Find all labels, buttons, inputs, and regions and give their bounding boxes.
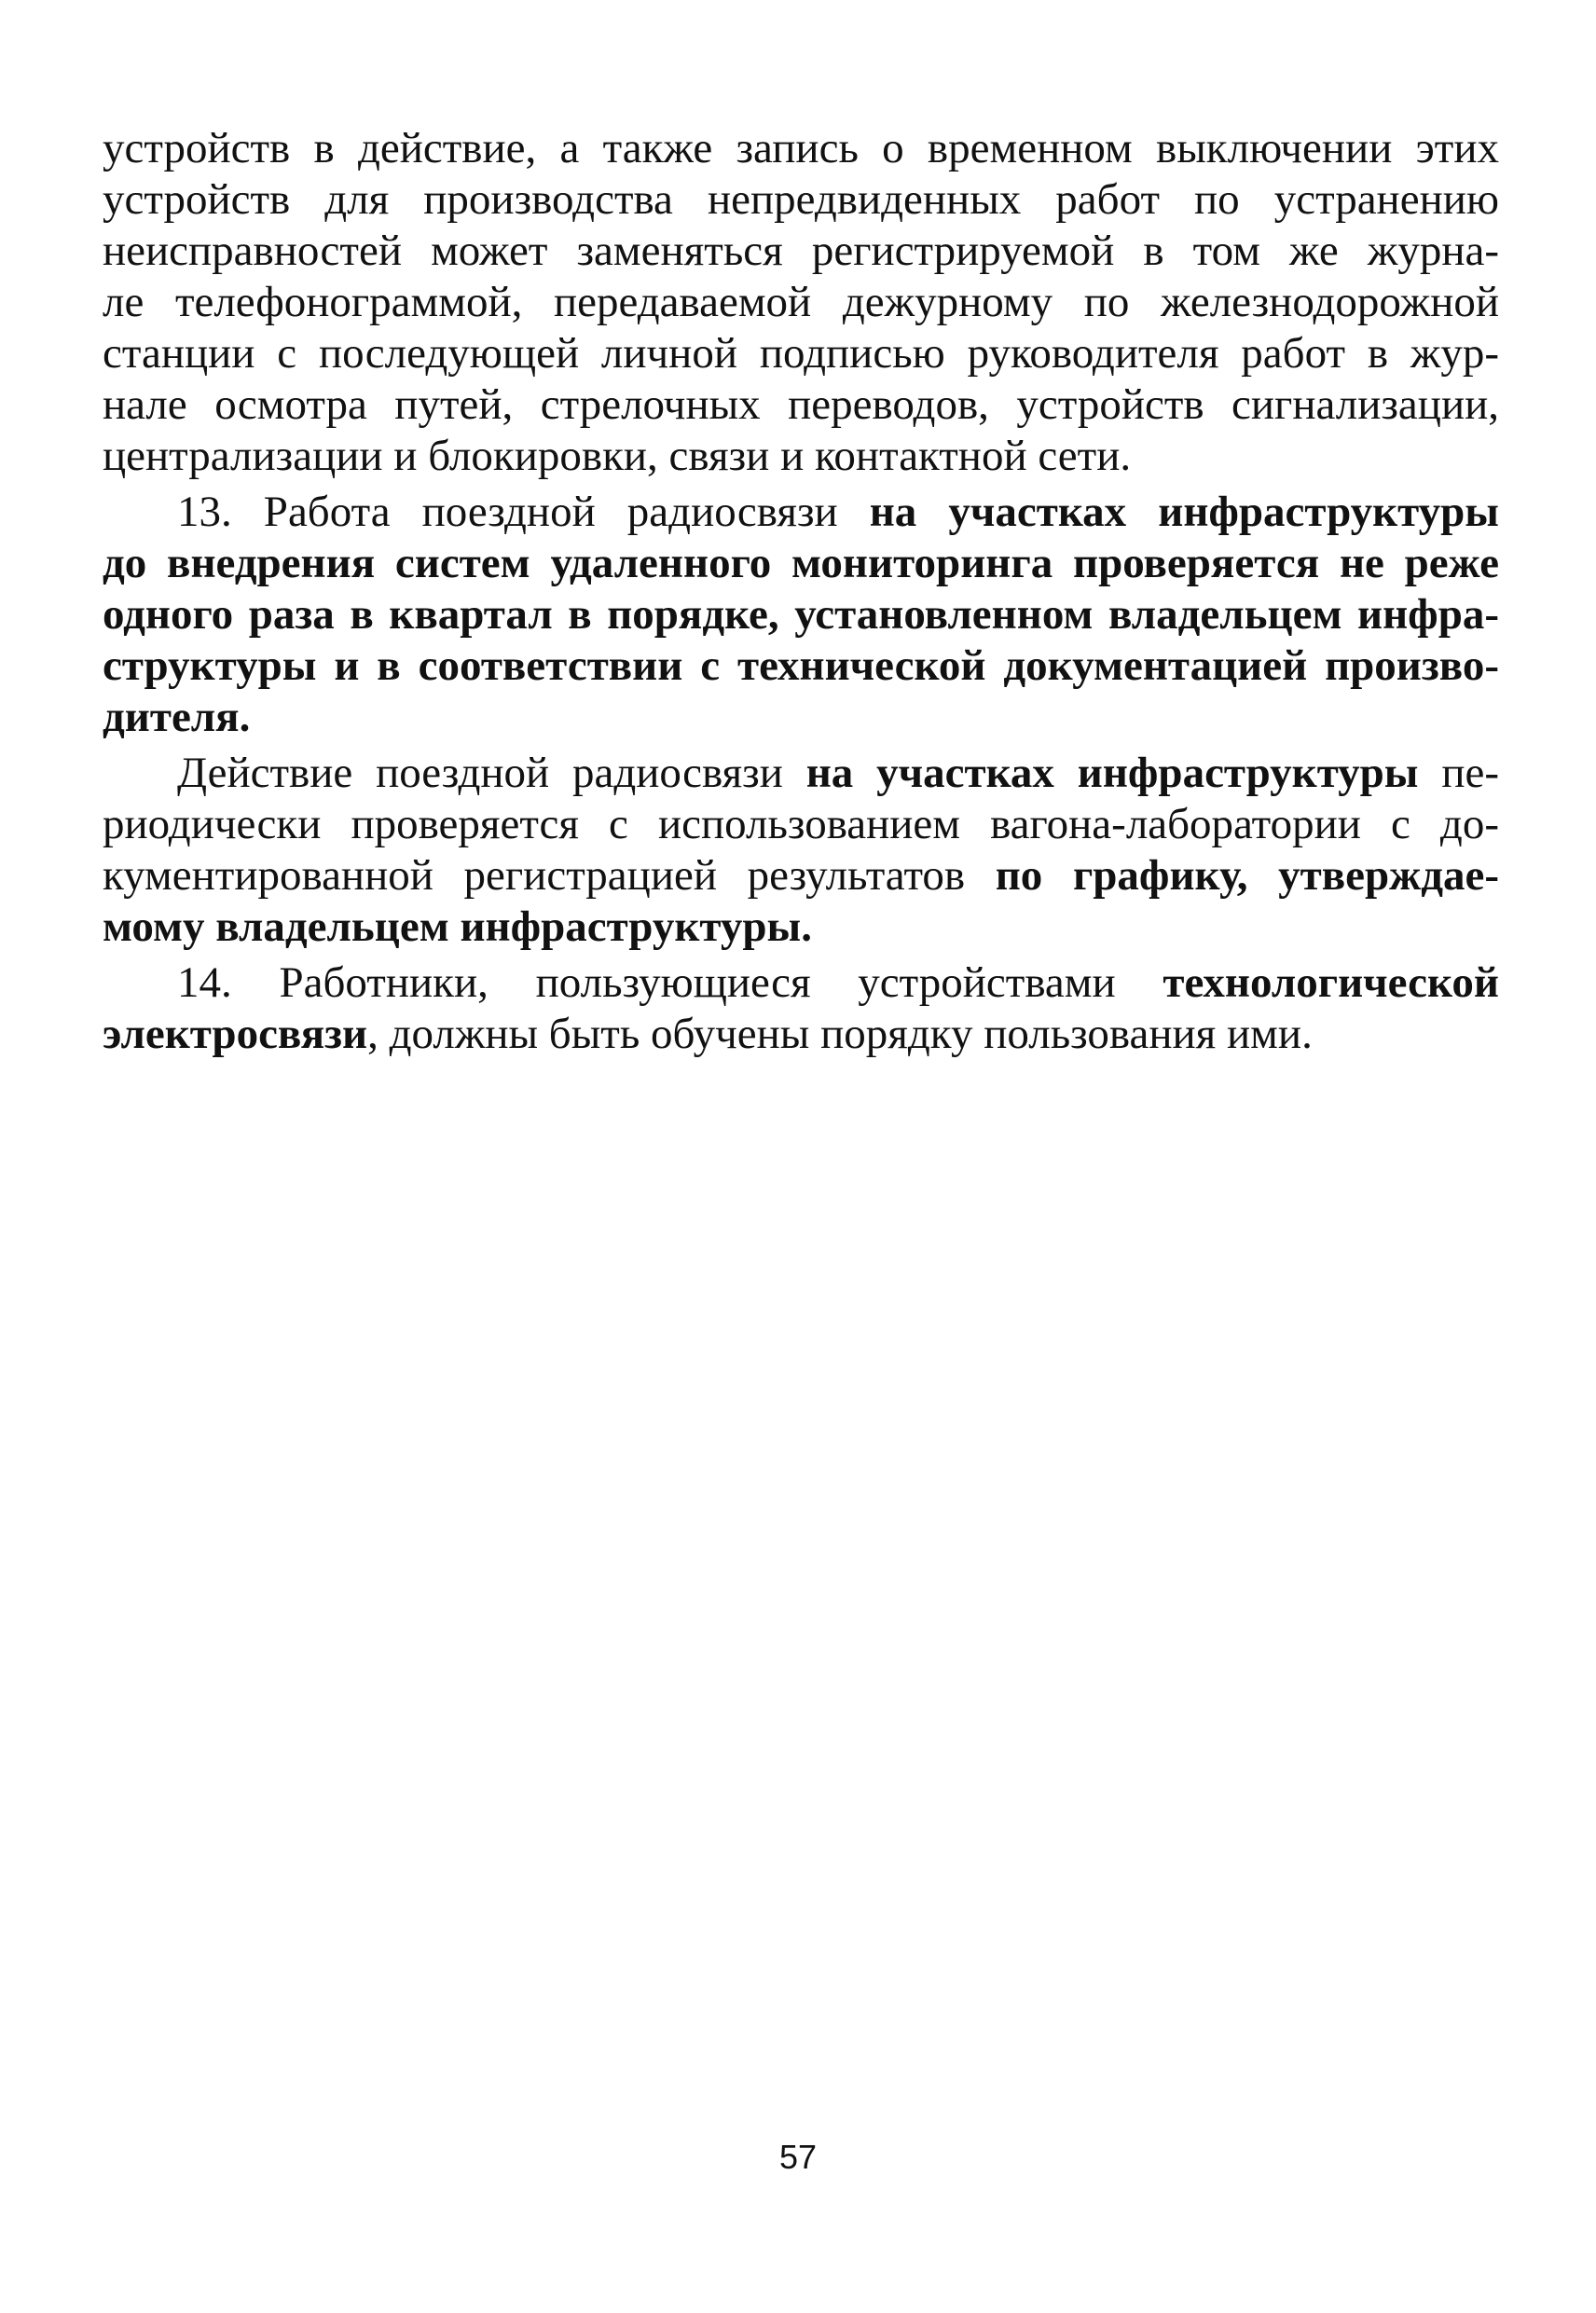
body-text [103, 123, 1499, 1060]
text-line: одного раза в квартал в порядке, установленном владельцем инфра- [103, 590, 1499, 639]
text-line: мому владельцем инфраструктуры. [103, 902, 812, 951]
text-line: кументированной регистрацией результатов по графику, утверждае- [103, 851, 1499, 900]
text-line: нале осмотра путей, стрелочных переводов, устройств сигнализации, [103, 380, 1499, 429]
text-line: 14. Работники, пользующиеся устройствами технологической [177, 958, 1499, 1007]
paragraph-14 [103, 957, 1499, 1060]
paragraph-continuation [103, 123, 1499, 482]
text-line: неисправностей может заменяться регистрируемой в том же журна- [103, 227, 1499, 275]
text-line: риодически проверяется с использованием вагона-лаборатории с до- [103, 800, 1499, 848]
text-line: до внедрения систем удаленного мониторинга проверяется не реже [103, 539, 1499, 587]
text-line: устройств для производства непредвиденных работ по устранению [103, 175, 1499, 224]
text-line: дителя. [103, 693, 251, 741]
text-line: 13. Работа поездной радиосвязи на участках инфраструктуры [177, 488, 1499, 536]
text-line: электросвязи, должны быть обучены порядку пользования ими. [103, 1010, 1313, 1058]
text-line: ле телефонограммой, передаваемой дежурному по железнодорожной [103, 278, 1499, 326]
paragraph-13 [103, 487, 1499, 743]
text-line: Действие поездной радиосвязи на участках инфраструктуры пе- [177, 749, 1499, 797]
text-line: устройств в действие, а также запись о временном выключении этих [103, 124, 1499, 172]
page-number: 57 [778, 2138, 818, 2176]
text-line: структуры и в соответствии с технической документацией произво- [103, 641, 1499, 690]
text-line: станции с последующей личной подписью руководителя работ в жур- [103, 329, 1499, 378]
paragraph-13-radio-check [103, 748, 1499, 953]
text-line: централизации и блокировки, связи и контактной сети. [103, 432, 1132, 480]
